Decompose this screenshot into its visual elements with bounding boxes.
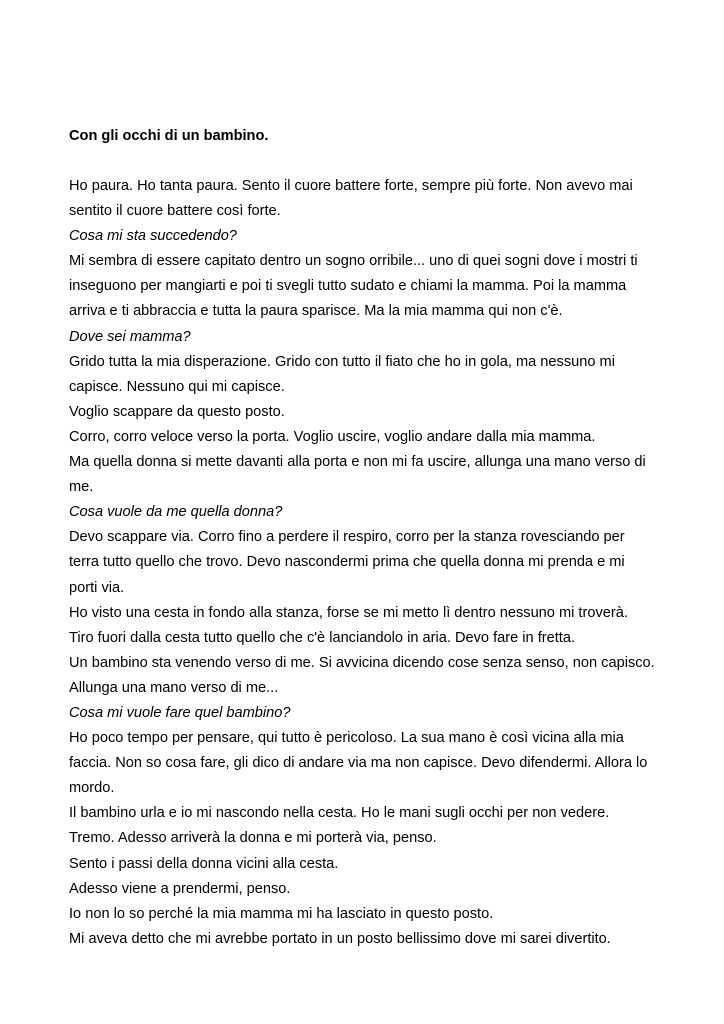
text-line: faccia. Non so cosa fare, gli dico di andare via ma non capisce. Devo difendermi. Allora lo <box>69 755 648 772</box>
text-line: Voglio scappare da questo posto. <box>69 403 285 420</box>
text-line: Mi aveva detto che mi avrebbe portato in un posto bellissimo dove mi sarei divertito. <box>69 930 611 947</box>
text-line: terra tutto quello che trovo. Devo nascondermi prima che quella donna mi prenda e mi <box>69 554 625 571</box>
text-line: Sento i passi della donna vicini alla cesta. <box>69 855 339 872</box>
text-line: Mi sembra di essere capitato dentro un sogno orribile... uno di quei sogni dove i mostri ti <box>69 253 638 270</box>
document-title: Con gli occhi di un bambino. <box>69 128 269 144</box>
text-line: me. <box>69 479 94 496</box>
text-line: Allunga una mano verso di me... <box>69 679 279 696</box>
text-line: Io non lo so perché la mia mamma mi ha lasciato in questo posto. <box>69 905 494 922</box>
italic-question-line: Cosa mi sta succedendo? <box>69 228 237 245</box>
text-line: Ho poco tempo per pensare, qui tutto è pericoloso. La sua mano è così vicina alla mia <box>69 730 624 747</box>
text-line: arriva e ti abbraccia e tutta la paura sparisce. Ma la mia mamma qui non c'è. <box>69 303 563 320</box>
text-line: capisce. Nessuno qui mi capisce. <box>69 378 285 395</box>
text-line: porti via. <box>69 579 125 596</box>
text-line: Il bambino urla e io mi nascondo nella cesta. Ho le mani sugli occhi per non vedere. <box>69 805 610 822</box>
text-line: Ho visto una cesta in fondo alla stanza, forse se mi metto lì dentro nessuno mi troverà. <box>69 604 628 621</box>
text-line: Tremo. Adesso arriverà la donna e mi porterà via, penso. <box>69 830 437 847</box>
text-line: inseguono per mangiarti e poi ti svegli tutto sudato e chiami la mamma. Poi la mamma <box>69 278 627 295</box>
italic-question-line: Dove sei mamma? <box>69 328 191 345</box>
text-line: Tiro fuori dalla cesta tutto quello che c'è lanciandolo in aria. Devo fare in fretta. <box>69 629 576 646</box>
document-body <box>69 174 669 952</box>
italic-question-line: Cosa mi vuole fare quel bambino? <box>69 704 291 721</box>
italic-question-line: Cosa vuole da me quella donna? <box>69 504 283 521</box>
text-line: Adesso viene a prendermi, penso. <box>69 880 291 897</box>
text-line: sentito il cuore battere così forte. <box>69 203 281 220</box>
text-line: Ho paura. Ho tanta paura. Sento il cuore battere forte, sempre più forte. Non avevo mai <box>69 178 633 194</box>
text-line: mordo. <box>69 780 115 797</box>
text-line: Un bambino sta venendo verso di me. Si avvicina dicendo cose senza senso, non capisco. <box>69 654 655 671</box>
text-line: Corro, corro veloce verso la porta. Voglio uscire, voglio andare dalla mia mamma. <box>69 428 596 445</box>
text-line: Ma quella donna si mette davanti alla porta e non mi fa uscire, allunga una mano verso di <box>69 454 646 471</box>
text-line: Devo scappare via. Corro fino a perdere il respiro, corro per la stanza rovesciando per <box>69 529 625 546</box>
text-line: Grido tutta la mia disperazione. Grido con tutto il fiato che ho in gola, ma nessuno mi <box>69 353 615 370</box>
